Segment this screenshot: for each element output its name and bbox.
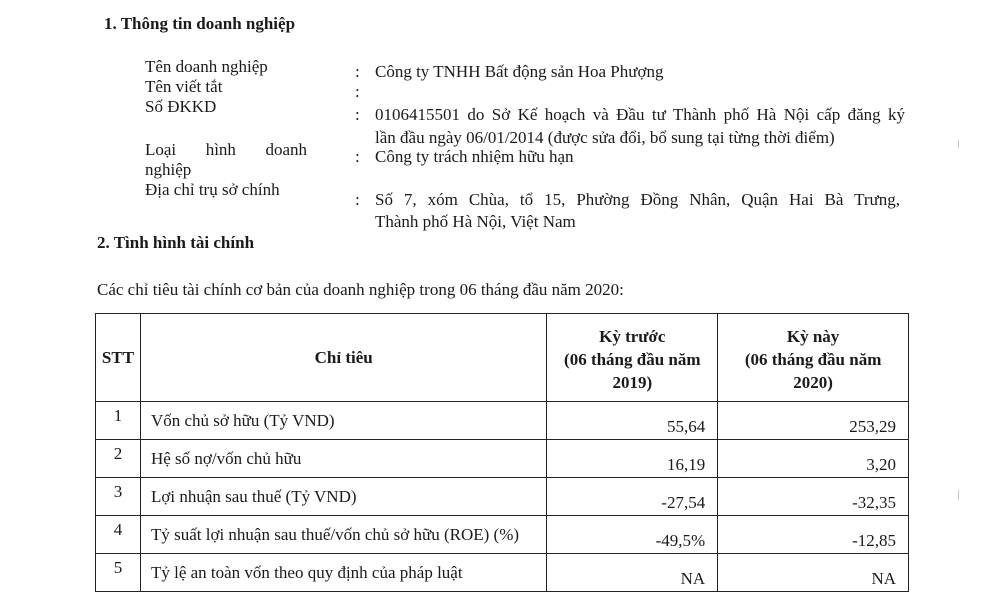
row-prev-value: NA <box>547 554 718 592</box>
field-label-address: Địa chỉ trụ sở chính <box>145 180 280 199</box>
field-value-business-reg-line2: lần đầu ngày 06/01/2014 (được sửa đổi, bổ sung tại từng thời điểm) <box>375 128 835 147</box>
field-colon: : <box>355 105 360 124</box>
row-stt: 4 <box>96 516 141 554</box>
field-value-address-line2: Thành phố Hà Nội, Việt Nam <box>375 212 576 231</box>
row-curr-value: 3,20 <box>718 440 909 478</box>
field-label-short-name: Tên viết tắt <box>145 77 223 96</box>
field-value-address-line1: Số 7, xóm Chùa, tổ 15, Phường Đồng Nhân, Quận Hai Bà Trưng, <box>375 190 900 209</box>
row-indicator: Hệ số nợ/vốn chủ hữu <box>140 440 546 478</box>
row-prev-value: -27,54 <box>547 478 718 516</box>
header-stt: STT <box>96 314 141 402</box>
row-indicator: Vốn chủ sở hữu (Tỷ VND) <box>140 402 546 440</box>
field-label-business-reg: Số ĐKKD <box>145 97 217 116</box>
scan-mark <box>958 140 959 148</box>
section-2-heading: 2. Tình hình tài chính <box>97 233 255 252</box>
field-label-company-type-line2: nghiệp <box>145 160 192 179</box>
table-header-row <box>96 314 909 402</box>
table-row <box>96 402 909 440</box>
row-curr-value: 253,29 <box>718 402 909 440</box>
row-stt: 2 <box>96 440 141 478</box>
field-label-company-name: Tên doanh nghiệp <box>145 57 268 76</box>
row-indicator: Tỷ suất lợi nhuận sau thuế/vốn chủ sở hữu (ROE) (%) <box>140 516 546 554</box>
row-prev-value: 55,64 <box>547 402 718 440</box>
financial-table <box>95 313 909 592</box>
row-curr-value: -32,35 <box>718 478 909 516</box>
field-value-company-type: Công ty trách nhiệm hữu hạn <box>375 147 574 166</box>
row-curr-value: -12,85 <box>718 516 909 554</box>
section-2-intro: Các chỉ tiêu tài chính cơ bản của doanh nghiệp trong 06 tháng đầu năm 2020: <box>97 280 624 299</box>
row-prev-value: -49,5% <box>547 516 718 554</box>
field-colon: : <box>355 62 360 81</box>
table-row <box>96 440 909 478</box>
field-value-business-reg-line1: 0106415501 do Sở Kế hoạch và Đầu tư Thành phố Hà Nội cấp đăng ký <box>375 105 905 124</box>
header-indicator: Chỉ tiêu <box>140 314 546 402</box>
header-current-period: Kỳ này (06 tháng đầu năm 2020) <box>718 314 909 402</box>
field-colon: : <box>355 82 360 101</box>
field-value-company-name: Công ty TNHH Bất động sản Hoa Phượng <box>375 62 664 81</box>
table-row <box>96 478 909 516</box>
header-previous-period: Kỳ trước (06 tháng đầu năm 2019) <box>547 314 718 402</box>
field-colon: : <box>355 190 360 209</box>
table-row <box>96 516 909 554</box>
field-colon: : <box>355 147 360 166</box>
row-stt: 1 <box>96 402 141 440</box>
row-indicator: Lợi nhuận sau thuế (Tỷ VND) <box>140 478 546 516</box>
row-indicator: Tỷ lệ an toàn vốn theo quy định của pháp luật <box>140 554 546 592</box>
section-1-heading: 1. Thông tin doanh nghiệp <box>104 14 296 33</box>
row-stt: 5 <box>96 554 141 592</box>
scan-mark <box>958 490 959 500</box>
field-label-company-type-line1: Loại hình doanh <box>145 140 307 159</box>
table-row <box>96 554 909 592</box>
row-prev-value: 16,19 <box>547 440 718 478</box>
row-stt: 3 <box>96 478 141 516</box>
row-curr-value: NA <box>718 554 909 592</box>
